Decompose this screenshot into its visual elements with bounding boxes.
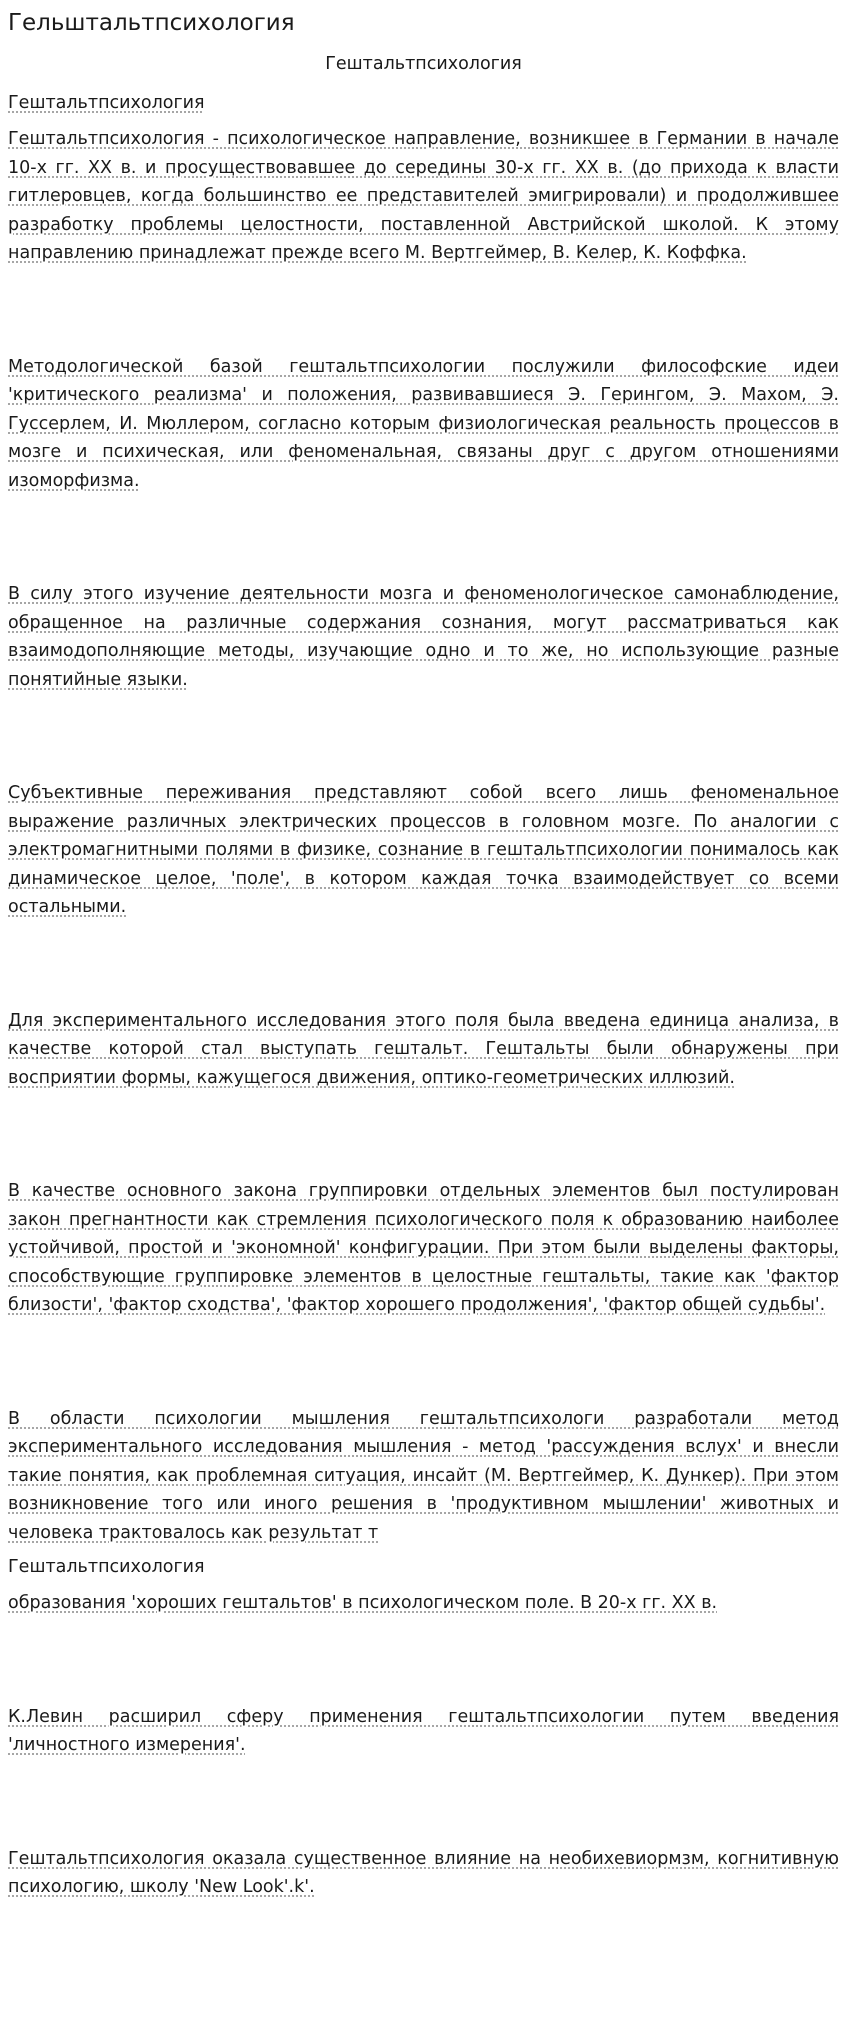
running-head: Гештальтпсихология xyxy=(8,93,205,113)
paragraph-thinking: В области психологии мышления гештальтпсихологи разработали метод экспериментального исследования мышления - метод 'рассуждения вслух' и внесли такие понятия, как проблемная ситуация, инсайт (М. Вертгеймер, К. Дункер). При этом возникновение того или иного решения в 'продуктивном мышлении' животных и человека трактовалось как результат т xyxy=(8,1408,839,1543)
paragraph-experimental: Для экспериментального исследования этого поля была введена единица анализа, в качестве которой стал выступать гештальт. Гештальты были обнаружены при восприятии формы, кажущегося движения, оптико-геометрических иллюзий. xyxy=(8,1010,839,1088)
paragraph-subjective: Субъективные переживания представляют собой всего лишь феноменальное выражение различных электрических процессов в головном мозге. По аналогии с электромагнитными полями в физике, сознание в гештальтпсихологии понималось как динамическое целое, 'поле', в котором каждая точка взаимодействует со всеми остальными. xyxy=(8,783,839,917)
page-title: Гельштальтпсихология xyxy=(8,10,295,36)
running-head-2: Гештальтпсихология xyxy=(8,1557,205,1577)
paragraph-grouping-law: В качестве основного закона группировки отдельных элементов был постулирован закон прегнантности как стремления психологического поля к образованию наиболее устойчивой, простой и 'экономной' конфигурации. При этом были выделены факторы, способствующие группировке элементов в целостные гештальты, такие как 'фактор близости', 'фактор сходства', 'фактор хорошего продолжения', 'фактор общей судьбы'. xyxy=(8,1181,839,1315)
paragraph-influence: Гештальтпсихология оказала существенное влияние на необихевиормзм, когнитивную психологию, школу 'New Look'.k'. xyxy=(8,1848,839,1897)
paragraph-levin: К.Левин расширил сферу применения гештальтпсихологии путем введения 'личностного измерения'. xyxy=(8,1706,839,1755)
paragraph-brain-study: В силу этого изучение деятельности мозга и феноменологическое самонаблюдение, обращенное на различные содержания сознания, могут рассматриваться как взаимодополняющие методы, изучающие одно и то же, но использующие разные понятийные языки. xyxy=(8,584,839,690)
centered-heading: Гештальтпсихология xyxy=(325,54,522,74)
paragraph-methodology: Методологической базой гештальтпсихологии послужили философские идеи 'критического реализма' и положения, развивавшиеся Э. Герингом, Э. Махом, Э. Гуссерлем, И. Мюллером, согласно которым физиологическая реальность процессов в мозге и психическая, или феноменальная, связаны друг с другом отношениями изоморфизма. xyxy=(8,356,839,491)
paragraph-continuation: образования 'хороших гештальтов' в психологическом поле. В 20-х гг. XX в. xyxy=(8,1593,718,1613)
paragraph-intro: Гештальтпсихология - психологическое направление, возникшее в Германии в начале 10-х гг. XX в. и просуществовавшее до середины 30-х гг. XX в. (до прихода к власти гитлеровцев, когда большинство ее представителей эмигрировали) и продолжившее разработку проблемы целостности, поставленной Австрийской школой. К этому направлению принадлежат прежде всего М. Вертгеймер, В. Келер, К. Коффка. xyxy=(8,129,839,263)
